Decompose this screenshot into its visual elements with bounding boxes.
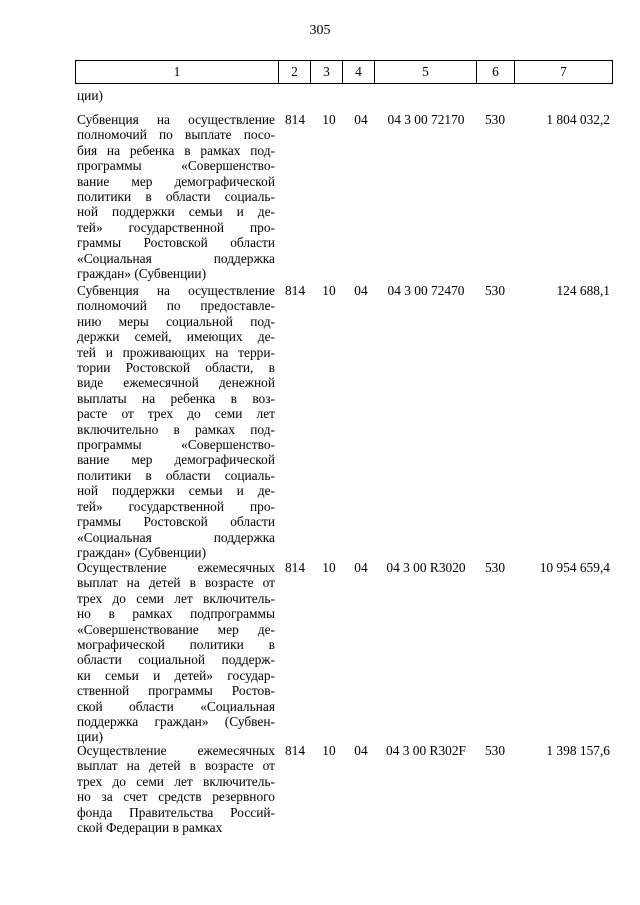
description-line: ки семьи и детей» государ-: [77, 667, 275, 683]
description-line: Субвенция на осуществление: [77, 112, 275, 127]
description-line: программы «Совершенство-: [77, 158, 275, 174]
description-line: выплаты на ребенка в воз-: [77, 390, 275, 406]
description-line: виде ежемесячной денежной: [77, 375, 275, 391]
cell-c5: 04 3 00 72170: [387, 112, 465, 127]
cell-c7: 10 954 659,4: [539, 560, 610, 575]
description-line: граммы Ростовской области: [77, 514, 275, 530]
cell-c5: 04 3 00 R3020: [386, 560, 466, 575]
description-line: тей и проживающих на терри-: [77, 344, 275, 360]
cell-c4: 04: [354, 560, 368, 575]
cell-c6: 530: [484, 560, 506, 575]
cell-c6: 530: [484, 112, 506, 127]
continuation-text: ции): [77, 88, 103, 103]
cell-c2: 814: [284, 560, 306, 575]
cell-c4: 04: [354, 743, 368, 758]
header-col-2: 2: [279, 61, 311, 84]
description-line: трех до семи лет включитель-: [77, 590, 275, 606]
description-line: включительно в рамках под-: [77, 421, 275, 437]
description-line: ной поддержки семьи и де-: [77, 483, 275, 499]
description-line: мографической политики в: [77, 637, 275, 653]
description-line: области социальной поддерж-: [77, 652, 275, 668]
cell-c5: 04 3 00 72470: [387, 283, 465, 298]
cell-c7: 1 398 157,6: [546, 743, 610, 758]
description-line: выплат на детей в возрасте от: [77, 758, 275, 774]
header-col-3: 3: [311, 61, 343, 84]
description-line: Осуществление ежемесячных: [77, 743, 275, 758]
description-line: ции): [77, 729, 103, 745]
cell-c6: 530: [484, 743, 506, 758]
description-line: вание мер демографической: [77, 173, 275, 189]
cell-c3: 10: [322, 112, 336, 127]
cell-c3: 10: [322, 560, 336, 575]
description-line: полномочий по выплате посо-: [77, 127, 275, 143]
description-line: ской области «Социальная: [77, 698, 275, 714]
row-description: [77, 283, 275, 560]
description-line: Осуществление ежемесячных: [77, 560, 275, 575]
cell-c2: 814: [284, 283, 306, 298]
description-line: тей» государственной про-: [77, 498, 275, 514]
description-line: расте от трех до семи лет: [77, 406, 275, 422]
row-description: [77, 560, 275, 745]
cell-c3: 10: [322, 283, 336, 298]
description-line: нию меры социальной под-: [77, 313, 275, 329]
header-col-6: 6: [477, 61, 515, 84]
description-line: ской Федерации в рамках: [77, 820, 223, 836]
description-line: поддержка граждан» (Субвен-: [77, 714, 275, 730]
cell-c4: 04: [354, 112, 368, 127]
cell-c7: 1 804 032,2: [546, 112, 610, 127]
header-col-7: 7: [515, 61, 613, 84]
description-line: выплат на детей в возрасте от: [77, 575, 275, 591]
row-description: [77, 112, 275, 281]
description-line: вание мер демографической: [77, 452, 275, 468]
description-line: полномочий по предоставле-: [77, 298, 275, 314]
cell-c2: 814: [284, 112, 306, 127]
row-description: [77, 743, 275, 835]
description-line: ственной программы Ростов-: [77, 683, 275, 699]
description-line: тей» государственной про-: [77, 219, 275, 235]
description-line: фонда Правительства Россий-: [77, 804, 275, 820]
cell-c2: 814: [284, 743, 306, 758]
cell-c4: 04: [354, 283, 368, 298]
description-line: но в рамках подпрограммы: [77, 606, 275, 622]
description-line: политики в области социаль-: [77, 189, 275, 205]
header-col-5: 5: [375, 61, 477, 84]
description-line: тории Ростовской области, в: [77, 360, 275, 376]
cell-c5: 04 3 00 R302F: [386, 743, 466, 758]
description-line: «Социальная поддержка: [77, 529, 275, 545]
description-line: бия на ребенка в рамках под-: [77, 142, 275, 158]
page-number: 305: [309, 23, 331, 38]
header-col-4: 4: [343, 61, 375, 84]
description-line: трех до семи лет включитель-: [77, 773, 275, 789]
cell-c6: 530: [484, 283, 506, 298]
header-col-1: 1: [76, 61, 279, 84]
description-line: Субвенция на осуществление: [77, 283, 275, 298]
table-header: [75, 60, 613, 84]
description-line: «Совершенствование мер де-: [77, 621, 275, 637]
description-line: граммы Ростовской области: [77, 235, 275, 251]
description-line: «Социальная поддержка: [77, 250, 275, 266]
description-line: держки семей, имеющих де-: [77, 329, 275, 345]
description-line: политики в области социаль-: [77, 467, 275, 483]
description-line: ной поддержки семьи и де-: [77, 204, 275, 220]
description-line: граждан» (Субвенции): [77, 266, 207, 282]
cell-c3: 10: [322, 743, 336, 758]
cell-c7: 124 688,1: [556, 283, 610, 298]
description-line: программы «Совершенство-: [77, 437, 275, 453]
description-line: граждан» (Субвенции): [77, 544, 207, 560]
description-line: но за счет средств резервного: [77, 789, 275, 805]
